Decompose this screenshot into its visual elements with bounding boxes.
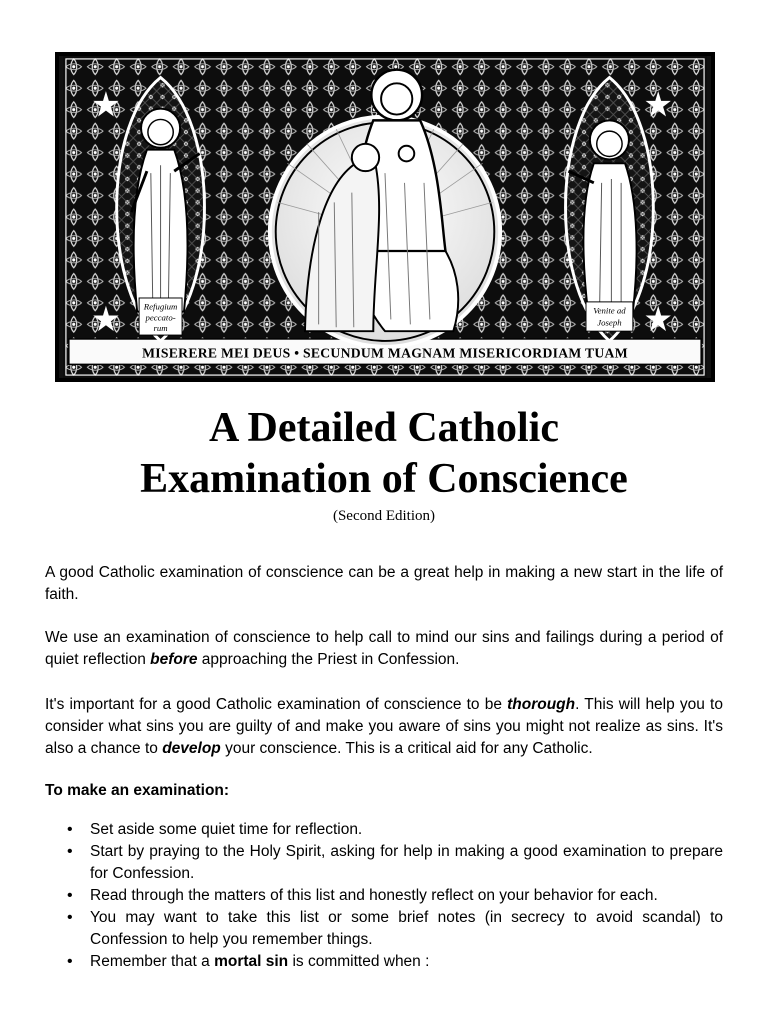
last-step-text-1: Remember that a: [90, 953, 215, 970]
title-line-2: Examination of Conscience: [140, 456, 628, 502]
importance-emphasis-1: thorough: [507, 696, 576, 713]
last-step-text-2: is committed when :: [288, 953, 430, 970]
list-item: • Read through the matters of this list and honestly reflect on your behavior for each.: [90, 885, 723, 907]
intro-paragraph: A good Catholic examination of conscience can be a great help in making a new start in the life of faith.: [45, 564, 723, 603]
banner-illustration: [59, 56, 711, 378]
edition-subtitle: (Second Edition): [332, 508, 436, 524]
holy-card-banner: [55, 52, 715, 382]
title-line-1: A Detailed Catholic: [209, 405, 559, 451]
page-title: [0, 403, 768, 505]
steps-list: [45, 819, 723, 973]
list-item: • Set aside some quiet time for reflection.: [90, 819, 723, 841]
list-item: • You may want to take this list or some brief notes (in secrecy to avoid scandal) to Confession to help you remember things.: [90, 907, 723, 951]
left-caption-line-3: rum: [153, 323, 168, 334]
purpose-emphasis: before: [150, 651, 198, 668]
importance-emphasis-2: develop: [162, 740, 221, 757]
list-item: • Start by praying to the Holy Spirit, asking for help in making a good examination to prepare for Confession.: [90, 841, 723, 885]
importance-text-2: . This will help you to consider what sins you are guilty of and make you aware of sins you might not realize as sins. It's also a chance to: [45, 696, 723, 757]
banner-inscription: MISERERE MEI DEUS • SECUNDUM MAGNAM MISERICORDIAM TUAM: [142, 345, 628, 361]
purpose-text-2: approaching the Priest in Confession.: [197, 651, 460, 668]
list-item: [90, 951, 723, 973]
steps-heading: To make an examination:: [45, 782, 230, 799]
importance-text-1: It's important for a good Catholic examination of conscience to be: [45, 696, 508, 713]
purpose-text-1: We use an examination of conscience to help call to mind our sins and failings during a period of quiet reflection: [45, 629, 723, 668]
right-caption-line-2: Joseph: [597, 317, 622, 328]
importance-text-3: your conscience. This is a critical aid for any Catholic.: [220, 740, 593, 757]
right-caption-line-1: Venite ad: [593, 305, 626, 316]
left-caption-line-2: peccato-: [145, 312, 176, 323]
left-caption-line-1: Refugium: [143, 301, 178, 312]
purpose-paragraph: [45, 627, 723, 671]
importance-paragraph: [45, 694, 723, 760]
mortal-sin-term: mortal sin: [214, 953, 289, 970]
